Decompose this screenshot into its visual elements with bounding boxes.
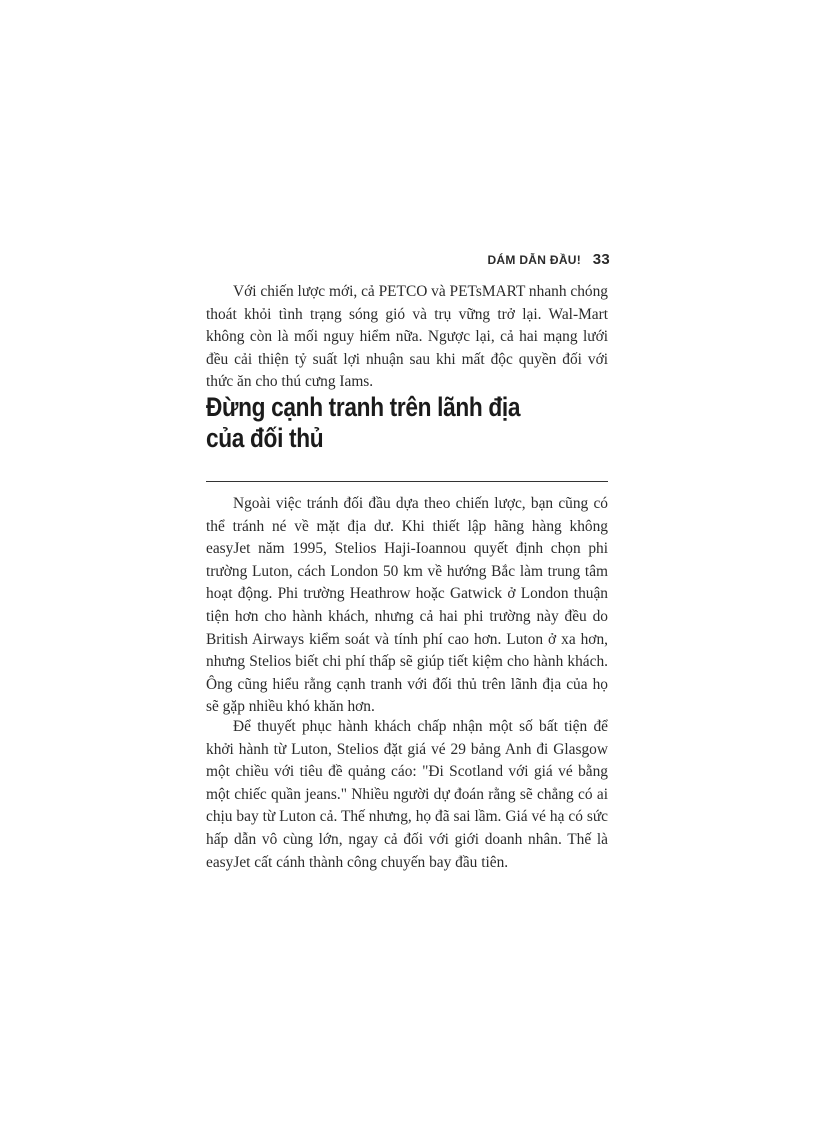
page-number: 33 <box>592 251 610 268</box>
body-paragraph-1: Với chiến lược mới, cả PETCO và PETsMART nhanh chóng thoát khỏi tình trạng sóng gió và trụ vững trở lại. Wal-Mart không còn là mối nguy hiểm nữa. Ngược lại, cả hai mạng lưới đều cải thiện tỷ suất lợi nhuận sau khi mất độc quyền đối với thức ăn cho thú cưng Iams. <box>206 283 609 391</box>
section-heading-line-2: của đối thủ <box>206 423 324 453</box>
body-paragraph-2: Ngoài việc tránh đối đầu dựa theo chiến lược, bạn cũng có thể tránh né về mặt địa dư. Khi thiết lập hãng hàng không easyJet năm 1995, Stelios Haji-Ioannou quyết định chọn phi trường Luton, cách London 50 km về hướng Bắc làm trung tâm hoạt động. Phi trường Heathrow hoặc Gatwick ở London thuận tiện hơn cho hành khách, nhưng cả hai phi trường này đều do British Airways kiểm soát và tính phí cao hơn. Luton ở xa hơn, nhưng Stelios biết chi phí thấp sẽ giúp tiết kiệm cho hành khách. Ông cũng hiểu rằng cạnh tranh với đối thủ trên lãnh địa của họ sẽ gặp nhiều khó khăn hơn. <box>206 495 608 716</box>
running-header <box>487 251 610 268</box>
paragraph-block-2 <box>206 493 608 719</box>
section-heading-line-1: Đừng cạnh tranh trên lãnh địa <box>206 392 521 422</box>
body-paragraph-3: Để thuyết phục hành khách chấp nhận một số bất tiện để khởi hành từ Luton, Stelios đặt giá vé 29 bảng Anh đi Glasgow một chiều với tiêu đề quảng cáo: "Đi Scotland với giá vé bằng một chiếc quần jeans." Nhiều người dự đoán rằng sẽ chẳng có ai chịu bay từ Luton cả. Thế nhưng, họ đã sai lầm. Giá vé hạ có sức hấp dẫn vô cùng lớn, ngay cả đối với giới doanh nhân. Thế là easyJet cất cánh thành công chuyến bay đầu tiên. <box>206 718 608 871</box>
heading-underline-rule <box>206 481 608 482</box>
paragraph-block-1 <box>206 281 608 394</box>
section-heading <box>206 392 545 454</box>
running-title: DÁM DẪN ĐẦU! <box>487 253 582 267</box>
paragraph-block-3 <box>206 716 608 874</box>
